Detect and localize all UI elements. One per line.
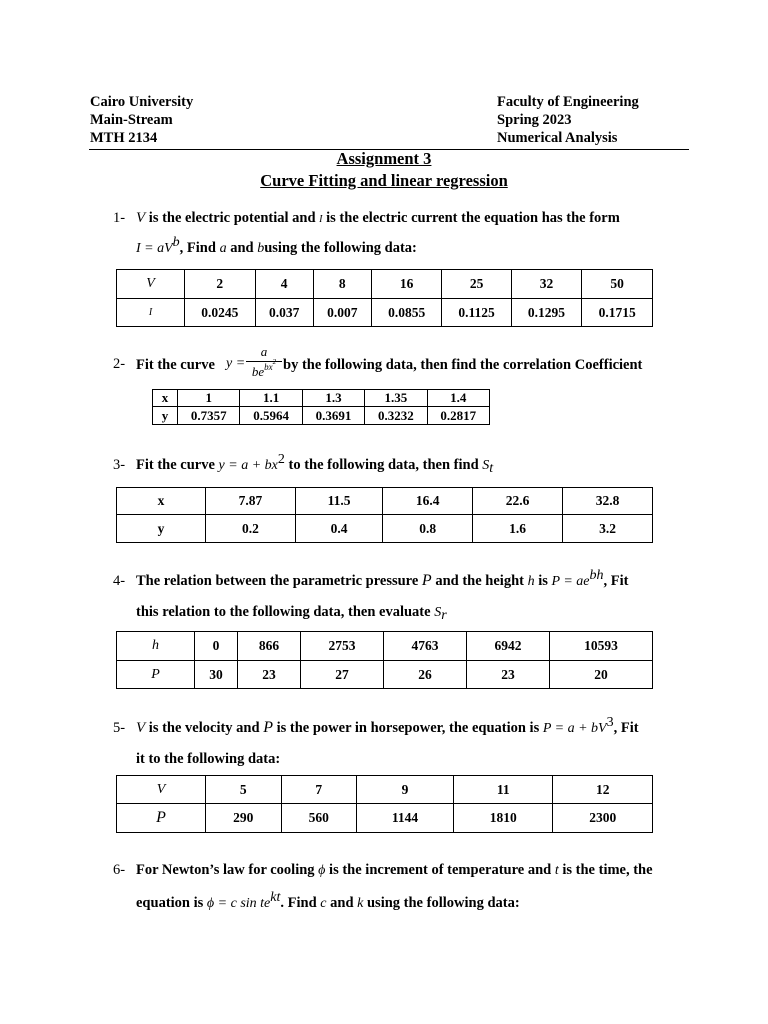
table-cell: 0.8 xyxy=(383,515,473,543)
q5-text-b: is the power in horsepower, the equation is xyxy=(272,720,543,736)
table-cell: 0.2817 xyxy=(427,407,489,425)
table-cell: 32 xyxy=(511,270,582,299)
table-row xyxy=(117,299,653,327)
question-2-text-end: by the following data, then find the correlation Coefficient xyxy=(283,357,643,373)
row-header-i: I xyxy=(117,299,185,327)
var-a: a xyxy=(219,241,227,256)
q6-text-f: and xyxy=(326,895,358,911)
table-cell: 1.35 xyxy=(365,390,427,407)
table-row xyxy=(117,661,653,689)
data-table-4 xyxy=(116,631,653,689)
header-left xyxy=(90,93,193,147)
table-row xyxy=(117,632,653,661)
table-cell: 0.037 xyxy=(255,299,313,327)
q2-denom-exp-2: 2 xyxy=(272,358,277,366)
question-number-1: 1- xyxy=(113,210,126,226)
var-v: V xyxy=(136,210,146,226)
row-header-p: P xyxy=(117,804,206,833)
question-5-line-1 xyxy=(136,715,639,738)
data-table-3 xyxy=(116,487,653,543)
var-h: h xyxy=(527,574,535,589)
table-cell: 3.2 xyxy=(563,515,653,543)
table-cell: 8 xyxy=(313,270,371,299)
table-row xyxy=(117,488,653,515)
table-cell: 0.5964 xyxy=(240,407,302,425)
var-k: k xyxy=(357,896,364,911)
table-cell: 25 xyxy=(442,270,511,299)
stream-name: Main-Stream xyxy=(90,112,173,128)
header-right xyxy=(497,93,639,147)
table-cell: 1.6 xyxy=(473,515,563,543)
row-header-p: P xyxy=(117,661,195,689)
var-b: b xyxy=(257,241,265,256)
q3-equation: y = a + bx xyxy=(218,458,278,473)
question-4-line-2 xyxy=(136,603,447,622)
q6-equation: ϕ = c sin te xyxy=(206,896,271,911)
table-cell: 0.3691 xyxy=(302,407,364,425)
table-cell: 2753 xyxy=(300,632,383,661)
q3-text-a: Fit the curve xyxy=(136,457,219,473)
table-cell: 7 xyxy=(281,776,357,804)
table-cell: 27 xyxy=(300,661,383,689)
row-header-h: h xyxy=(117,632,195,661)
question-2-text-start: Fit the curve xyxy=(136,357,215,373)
table-cell: 0.1125 xyxy=(442,299,511,327)
table-cell: 1144 xyxy=(357,804,454,833)
q1-text-a: is the electric potential and xyxy=(145,210,320,226)
table-cell: 0.3232 xyxy=(365,407,427,425)
var-s-sub: t xyxy=(489,461,494,476)
table-cell: 290 xyxy=(206,804,282,833)
var-s: S xyxy=(434,605,442,620)
q4-text-b: and the height xyxy=(431,573,528,589)
q5-equation: P = a + bV xyxy=(542,721,607,736)
q5-text-a: is the velocity and xyxy=(145,720,264,736)
table-cell: 1.1 xyxy=(240,390,302,407)
q1-equation-exp: b xyxy=(172,235,180,250)
table-cell: 26 xyxy=(383,661,466,689)
question-1-line-1 xyxy=(136,209,620,229)
q6-text-a: For Newton’s law for cooling xyxy=(136,862,319,878)
data-table-5 xyxy=(116,775,653,833)
table-cell: 10593 xyxy=(549,632,652,661)
var-s: S xyxy=(482,458,490,473)
table-cell: 16 xyxy=(371,270,442,299)
q4-text-c: is xyxy=(534,573,552,589)
q4-text-a: The relation between the parametric pressure xyxy=(136,573,422,589)
question-number-2: 2- xyxy=(113,356,126,372)
var-c: c xyxy=(320,896,327,911)
question-6-line-1 xyxy=(136,861,653,880)
table-row xyxy=(153,407,490,425)
table-cell: 5 xyxy=(206,776,282,804)
table-cell: 0.2 xyxy=(206,515,296,543)
table-row xyxy=(117,776,653,804)
q6-equation-exp: kt xyxy=(270,890,281,905)
q6-text-g: using the following data: xyxy=(363,895,520,911)
table-cell: 0.0855 xyxy=(371,299,442,327)
q1-text-d: and xyxy=(226,240,258,256)
q6-text-e: . Find xyxy=(280,895,321,911)
row-header-x: x xyxy=(153,390,178,407)
semester: Spring 2023 xyxy=(497,112,572,128)
q1-equation: I = aV xyxy=(136,241,173,256)
table-cell: 22.6 xyxy=(473,488,563,515)
q2-fraction xyxy=(246,344,282,380)
table-cell: 6942 xyxy=(466,632,549,661)
table-cell: 23 xyxy=(466,661,549,689)
var-p: P xyxy=(263,719,273,736)
table-cell: 560 xyxy=(281,804,357,833)
q2-denom-base: be xyxy=(251,364,265,379)
table-cell: 0.007 xyxy=(313,299,371,327)
data-table-1 xyxy=(116,269,653,327)
var-i: I xyxy=(319,214,323,225)
table-cell: 12 xyxy=(553,776,653,804)
row-header-v: V xyxy=(117,270,185,299)
question-3-text xyxy=(136,452,494,476)
var-v: V xyxy=(136,720,146,736)
table-cell: 30 xyxy=(195,661,238,689)
q2-denominator xyxy=(246,358,282,380)
question-number-5: 5- xyxy=(113,720,126,736)
table-cell: 1.3 xyxy=(302,390,364,407)
q3-equation-exp: 2 xyxy=(277,452,285,467)
table-cell: 0.1715 xyxy=(582,299,653,327)
q2-numerator: a xyxy=(260,344,268,359)
q5-text-c: , Fit xyxy=(613,720,639,736)
table-cell: 7.87 xyxy=(206,488,296,515)
table-cell: 2 xyxy=(185,270,256,299)
row-header-y: y xyxy=(153,407,178,425)
q2-lhs: y = xyxy=(226,356,246,371)
table-cell: 4 xyxy=(255,270,313,299)
q2-denom-exp xyxy=(264,358,277,372)
question-number-3: 3- xyxy=(113,457,126,473)
table-row xyxy=(117,515,653,543)
var-p: P xyxy=(421,572,432,589)
q1-text-c: , Find xyxy=(179,240,220,256)
table-cell: 1 xyxy=(178,390,240,407)
q1-text-b: is the electric current the equation has the form xyxy=(322,210,620,226)
var-t: t xyxy=(554,863,559,878)
table-cell: 50 xyxy=(582,270,653,299)
table-cell: 0.1295 xyxy=(511,299,582,327)
table-cell: 16.4 xyxy=(383,488,473,515)
q6-text-b: is the increment of temperature and xyxy=(325,862,555,878)
data-table-2 xyxy=(152,389,490,425)
question-4-line-1 xyxy=(136,568,629,591)
table-cell: 0.0245 xyxy=(185,299,256,327)
question-number-6: 6- xyxy=(113,862,126,878)
q6-text-c: is the time, the xyxy=(558,862,653,878)
table-cell: 0.4 xyxy=(295,515,382,543)
table-cell: 0.7357 xyxy=(178,407,240,425)
q4-text-e: this relation to the following data, then evaluate xyxy=(136,604,435,620)
table-cell: 2300 xyxy=(553,804,653,833)
question-5-line-2: it to the following data: xyxy=(136,751,281,767)
row-header-x: x xyxy=(117,488,206,515)
page-title: Assignment 3 xyxy=(336,149,432,168)
table-cell: 1.4 xyxy=(427,390,489,407)
table-cell: 23 xyxy=(237,661,300,689)
table-row xyxy=(153,390,490,407)
q3-text-b: to the following data, then find xyxy=(284,457,483,473)
q1-text-e: using the following data: xyxy=(264,240,417,256)
table-cell: 11 xyxy=(453,776,553,804)
var-s-sub: r xyxy=(441,608,447,623)
q4-equation-exp: bh xyxy=(589,568,604,583)
table-row xyxy=(117,270,653,299)
q5-equation-exp: 3 xyxy=(606,715,614,730)
faculty-name: Faculty of Engineering xyxy=(497,94,639,110)
table-cell: 11.5 xyxy=(295,488,382,515)
question-number-4: 4- xyxy=(113,573,126,589)
question-6-line-2 xyxy=(136,890,520,913)
table-cell: 32.8 xyxy=(563,488,653,515)
row-header-y: y xyxy=(117,515,206,543)
course-code: MTH 2134 xyxy=(90,130,158,146)
table-cell: 20 xyxy=(549,661,652,689)
table-cell: 9 xyxy=(357,776,454,804)
page-subtitle: Curve Fitting and linear regression xyxy=(260,171,508,190)
q4-text-d: , Fit xyxy=(603,573,629,589)
var-phi: ϕ xyxy=(318,863,326,878)
table-row xyxy=(117,804,653,833)
course-name: Numerical Analysis xyxy=(497,130,618,146)
row-header-v: V xyxy=(117,776,206,804)
table-cell: 0 xyxy=(195,632,238,661)
q6-text-d: equation is xyxy=(136,895,207,911)
q4-equation: P = ae xyxy=(551,574,590,589)
table-cell: 4763 xyxy=(383,632,466,661)
table-cell: 866 xyxy=(237,632,300,661)
q2-denom-exp-bx: bx xyxy=(264,362,273,372)
university-name: Cairo University xyxy=(90,94,194,110)
question-1-line-2 xyxy=(136,235,417,258)
table-cell: 1810 xyxy=(453,804,553,833)
